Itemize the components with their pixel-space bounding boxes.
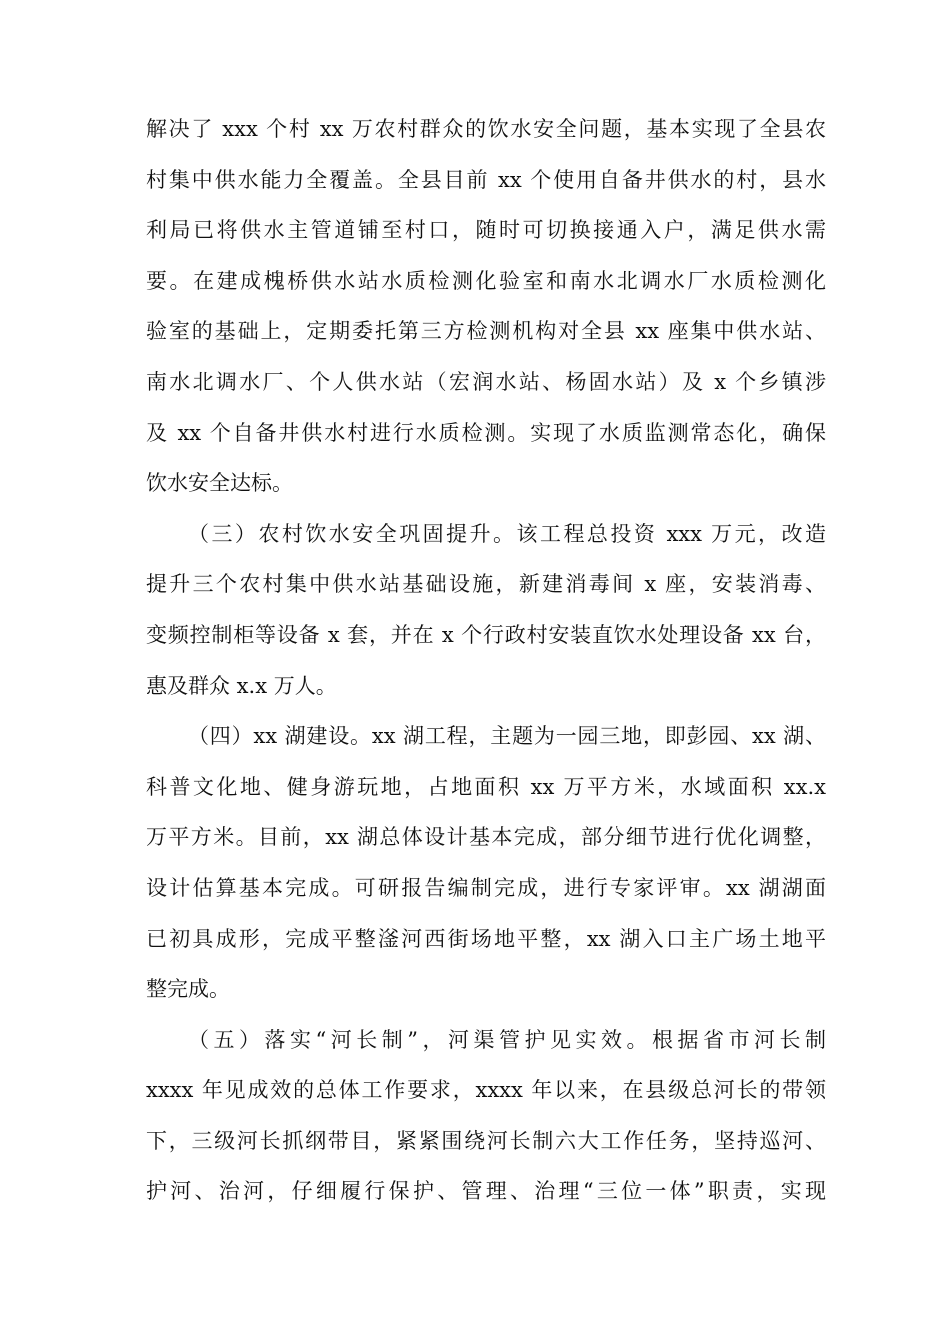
paragraph-river-chief-system <box>146 1015 826 1217</box>
text-line: 解决了 xxx 个村 xx 万农村群众的饮水安全问题，基本实现了全县农 <box>146 117 826 141</box>
text-line: 提升三个农村集中供水站基础设施，新建消毒间 x 座，安装消毒、 <box>146 572 826 597</box>
paragraph-rural-water-upgrade <box>146 509 826 711</box>
text-line: 验室的基础上，定期委托第三方检测机构对全县 xx 座集中供水站、 <box>146 319 826 344</box>
text-line: xxxx 年见成效的总体工作要求，xxxx 年以来，在县级总河长的带领 <box>146 1078 826 1103</box>
text-line: 整完成。 <box>146 977 230 1002</box>
text-line: （三）农村饮水安全巩固提升。该工程总投资 xxx 万元，改造 <box>188 521 826 546</box>
text-line: 利局已将供水主管道铺至村口，随时可切换接通入户，满足供水需 <box>146 218 826 243</box>
paragraph-lake-construction <box>146 711 826 1015</box>
text-line: 万平方米。目前，xx 湖总体设计基本完成，部分细节进行优化调整， <box>146 825 826 850</box>
text-line: 下，三级河长抓纲带目，紧紧围绕河长制六大工作任务，坚持巡河、 <box>146 1128 826 1153</box>
text-line: 南水北调水厂、个人供水站（宏润水站、杨固水站）及 x 个乡镇涉 <box>146 369 826 394</box>
text-line: （四）xx 湖建设。xx 湖工程，主题为一园三地，即彭园、xx 湖、 <box>188 724 826 749</box>
text-line: 护河、治河，仔细履行保护、管理、治理“三位一体”职责，实现 <box>146 1179 826 1204</box>
document-body <box>146 104 826 1217</box>
text-line: 及 xx 个自备井供水村进行水质检测。实现了水质监测常态化，确保 <box>146 420 826 445</box>
text-line: 科普文化地、健身游玩地，占地面积 xx 万平方米，水域面积 xx.x <box>146 774 826 799</box>
text-line: 村集中供水能力全覆盖。全县目前 xx 个使用自备井供水的村，县水 <box>146 167 826 192</box>
text-line: 变频控制柜等设备 x 套，并在 x 个行政村安装直饮水处理设备 xx 台， <box>146 622 826 647</box>
text-line: 要。在建成槐桥供水站水质检测化验室和南水北调水厂水质检测化 <box>146 268 826 293</box>
paragraph-water-safety-results <box>146 104 826 509</box>
text-line: 已初具成形，完成平整滏河西街场地平整，xx 湖入口主广场土地平 <box>146 926 826 951</box>
text-line: （五）落实“河长制”，河渠管护见实效。根据省市河长制 <box>188 1027 826 1052</box>
text-line: 惠及群众 x.x 万人。 <box>146 673 337 698</box>
text-line: 设计估算基本完成。可研报告编制完成，进行专家评审。xx 湖湖面 <box>146 875 826 900</box>
text-line: 饮水安全达标。 <box>146 471 293 496</box>
